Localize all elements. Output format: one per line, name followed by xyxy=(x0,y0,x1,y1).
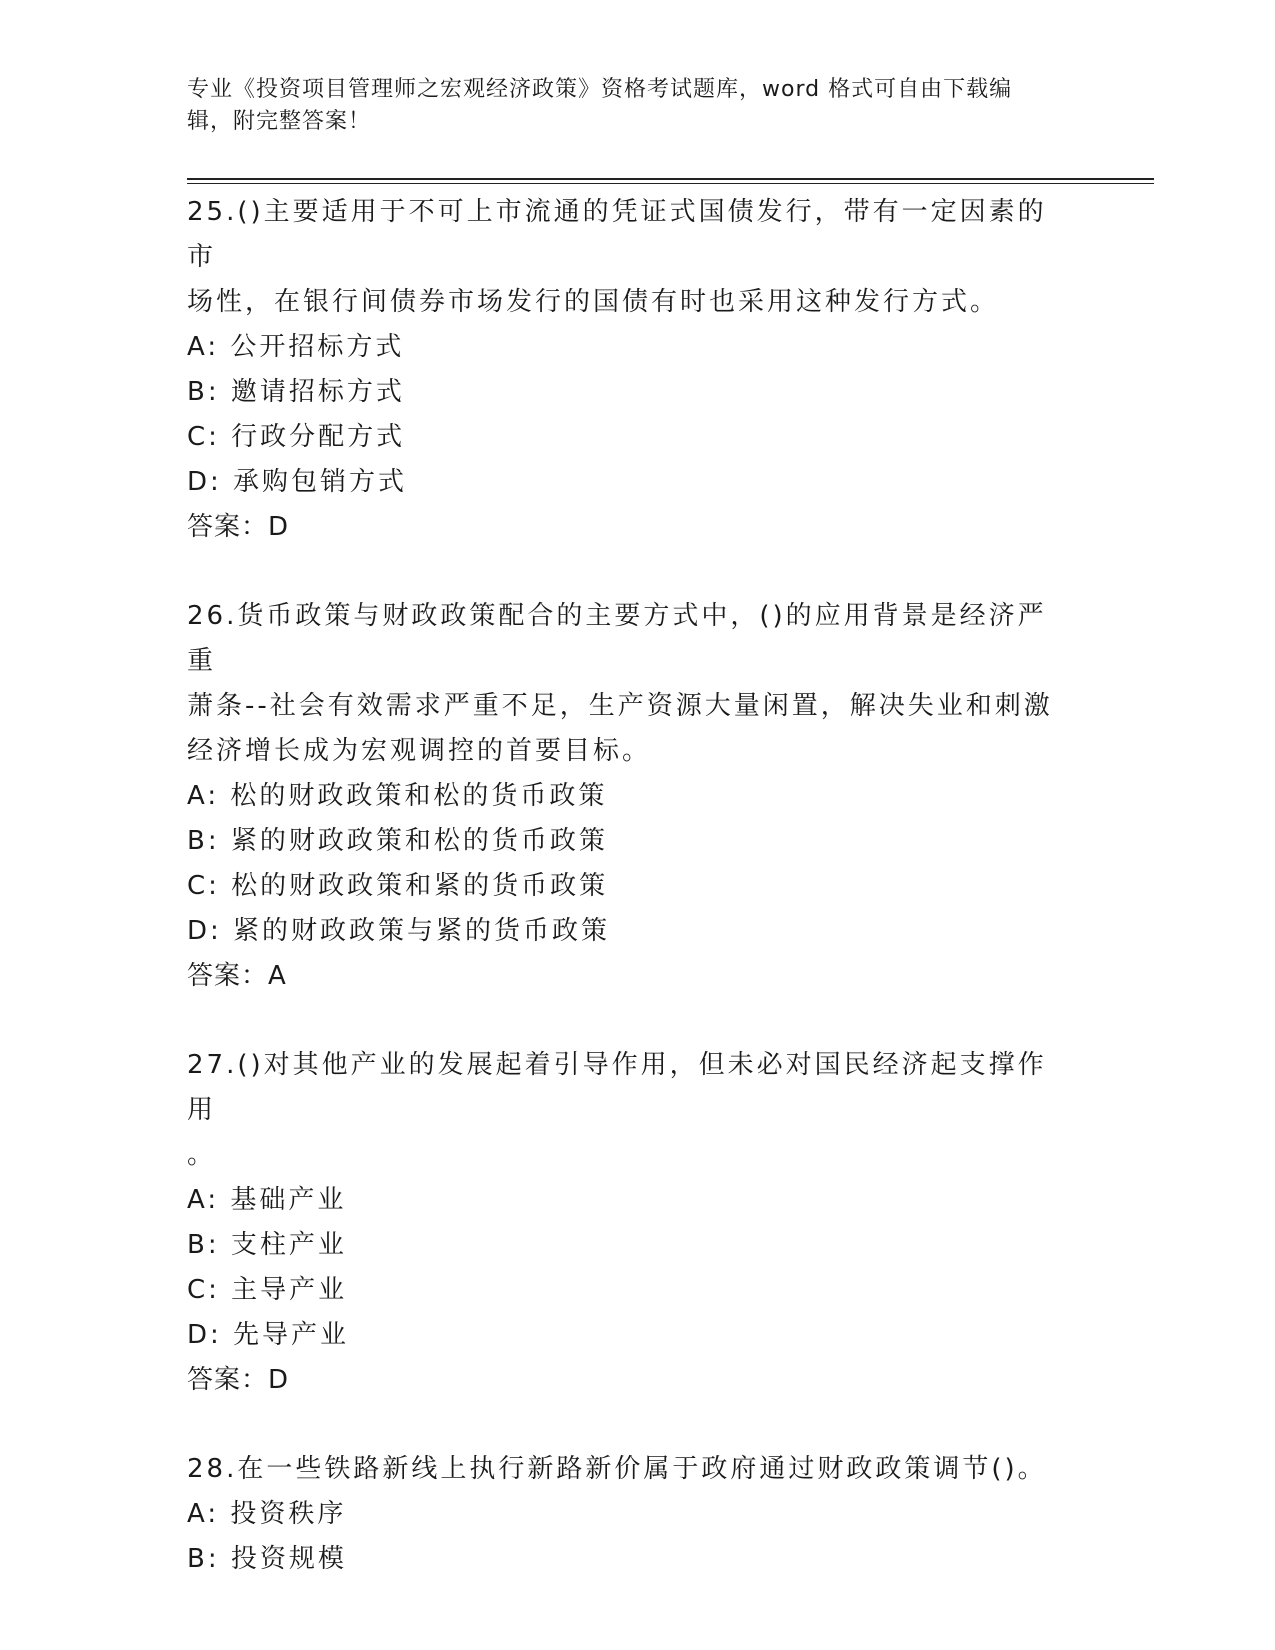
option-b: B: 紧的财政政策和松的货币政策 xyxy=(187,826,608,856)
option-d: D: 紧的财政政策与紧的货币政策 xyxy=(187,916,611,946)
stem-line: 28.在一些铁路新线上执行新路新价属于政府通过财政政策调节()。 xyxy=(187,1454,1047,1484)
option-a: A: 松的财政政策和松的货币政策 xyxy=(187,781,608,811)
question-stem xyxy=(187,1447,1067,1492)
option-b: B: 投资规模 xyxy=(187,1544,347,1574)
option-d: D: 先导产业 xyxy=(187,1320,350,1350)
option-a: A: 基础产业 xyxy=(187,1185,347,1215)
question-25 xyxy=(187,190,1067,550)
stem-line: 经济增长成为宏观调控的首要目标。 xyxy=(187,736,652,766)
stem-line: 场性，在银行间债券市场发行的国债有时也采用这种发行方式。 xyxy=(187,287,1000,317)
stem-line: 27.()对其他产业的发展起着引导作用，但未必对国民经济起支撑作用 xyxy=(187,1050,1047,1125)
header-divider-thin xyxy=(187,183,1154,184)
option-c: C: 主导产业 xyxy=(187,1275,348,1305)
header-line-2: 辑，附完整答案！ xyxy=(187,109,372,134)
option-a: A: 公开招标方式 xyxy=(187,332,405,362)
option-d: D: 承购包销方式 xyxy=(187,467,408,497)
stem-line: 萧条--社会有效需求严重不足，生产资源大量闲置，解决失业和刺激 xyxy=(187,691,1053,721)
stem-line: 26.货币政策与财政政策配合的主要方式中，()的应用背景是经济严重 xyxy=(187,601,1047,676)
question-stem xyxy=(187,594,1067,774)
option-c: C: 行政分配方式 xyxy=(187,422,406,452)
option-c: C: 松的财政政策和紧的货币政策 xyxy=(187,871,609,901)
question-28 xyxy=(187,1447,1067,1582)
document-header xyxy=(187,74,1067,138)
question-27 xyxy=(187,1043,1067,1403)
question-list xyxy=(187,190,1067,1626)
answer: 答案：D xyxy=(187,1365,290,1395)
stem-line: 。 xyxy=(187,1140,217,1170)
option-b: B: 邀请招标方式 xyxy=(187,377,405,407)
option-b: B: 支柱产业 xyxy=(187,1230,347,1260)
option-a: A: 投资秩序 xyxy=(187,1499,347,1529)
question-stem xyxy=(187,1043,1067,1178)
answer: 答案：D xyxy=(187,512,290,542)
question-stem xyxy=(187,190,1067,325)
question-26 xyxy=(187,594,1067,999)
stem-line: 25.()主要适用于不可上市流通的凭证式国债发行，带有一定因素的市 xyxy=(187,197,1047,272)
answer: 答案：A xyxy=(187,961,287,991)
header-divider-thick xyxy=(187,178,1154,180)
header-line-1: 专业《投资项目管理师之宏观经济政策》资格考试题库，word 格式可自由下载编 xyxy=(187,77,1013,102)
